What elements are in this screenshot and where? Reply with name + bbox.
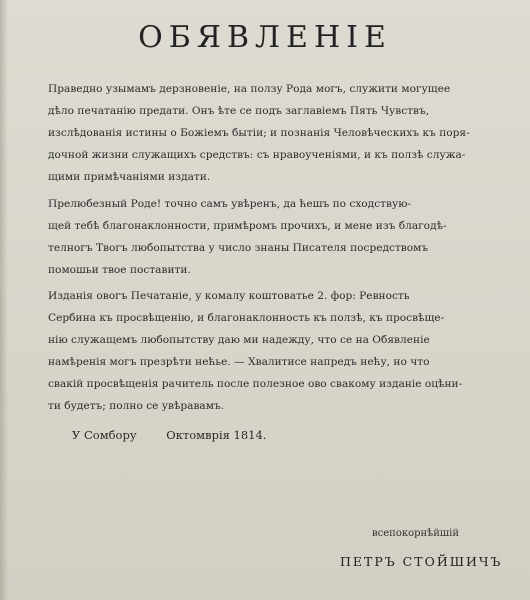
paragraph-2-line: щей тебѣ благонаклонности, примѣромъ прочихъ, и мене изъ благодѣ-	[48, 220, 447, 232]
paragraph-2-line: Прелюбезный Роде! точно самъ увѣренъ, да ћешъ по сходствую-	[48, 198, 411, 210]
paragraph-1	[48, 78, 500, 188]
paragraph-2-line: помошьи твое поставити.	[48, 264, 191, 276]
paragraph-1-line: щими примѣчаніями издати.	[48, 171, 211, 183]
paragraph-1-line: изслѣдованія истины о Божіемъ бытіи; и познанія Человѣческихъ къ поря-	[48, 127, 470, 139]
paragraph-2-line: телногъ Твогъ любопытства у число знаны Писателя посредствомъ	[48, 242, 429, 254]
paragraph-1-line: дочной жизни служащихъ средствъ: съ нравоученіями, и къ ползѣ служа-	[48, 149, 466, 161]
date-text: Октомврія 1814.	[166, 428, 267, 442]
paragraph-3-line: Изданія овогъ Печатаніе, у комалу коштоватье 2. фор: Ревность	[48, 290, 410, 302]
paragraph-3-line: свакій просвѣщенія рачитель после полезное ово свакому изданіе оцѣни-	[48, 378, 463, 390]
closing-salutation: всепокорнѣйшій	[372, 528, 460, 539]
signature-name: ПЕТРЪ СТОЙШИЧЪ	[340, 554, 503, 569]
paragraph-1-line: Праведно узымамъ дерзновеніе, на ползу Рода могъ, служити могущее	[48, 83, 451, 95]
paragraph-3-line: ти будетъ; полно се увѣравамъ.	[48, 400, 225, 412]
paragraph-3-line: Сербина къ просвѣщенію, и благонаклонность къ ползѣ, къ просвѣще-	[48, 312, 445, 324]
paragraph-1-line: дѣло печатанію предати. Онъ ѣте се подъ заглавіемъ Пять Чувствъ,	[48, 105, 430, 117]
place-text: У Сомбору	[72, 428, 137, 442]
paragraph-3-line: нію служащемъ любопытству даю ми надежду, что се на Обявленіе	[48, 334, 430, 346]
place-and-date	[72, 428, 266, 442]
paragraph-2	[48, 193, 500, 281]
document-title: ОБЯВЛЕНІЕ	[138, 20, 392, 55]
paragraph-3-line: намѣренія могъ презрѣти нећье. — Хвалитисе напредъ нећу, но что	[48, 356, 430, 368]
paragraph-3	[48, 285, 500, 417]
page-edge-shadow	[0, 0, 8, 600]
